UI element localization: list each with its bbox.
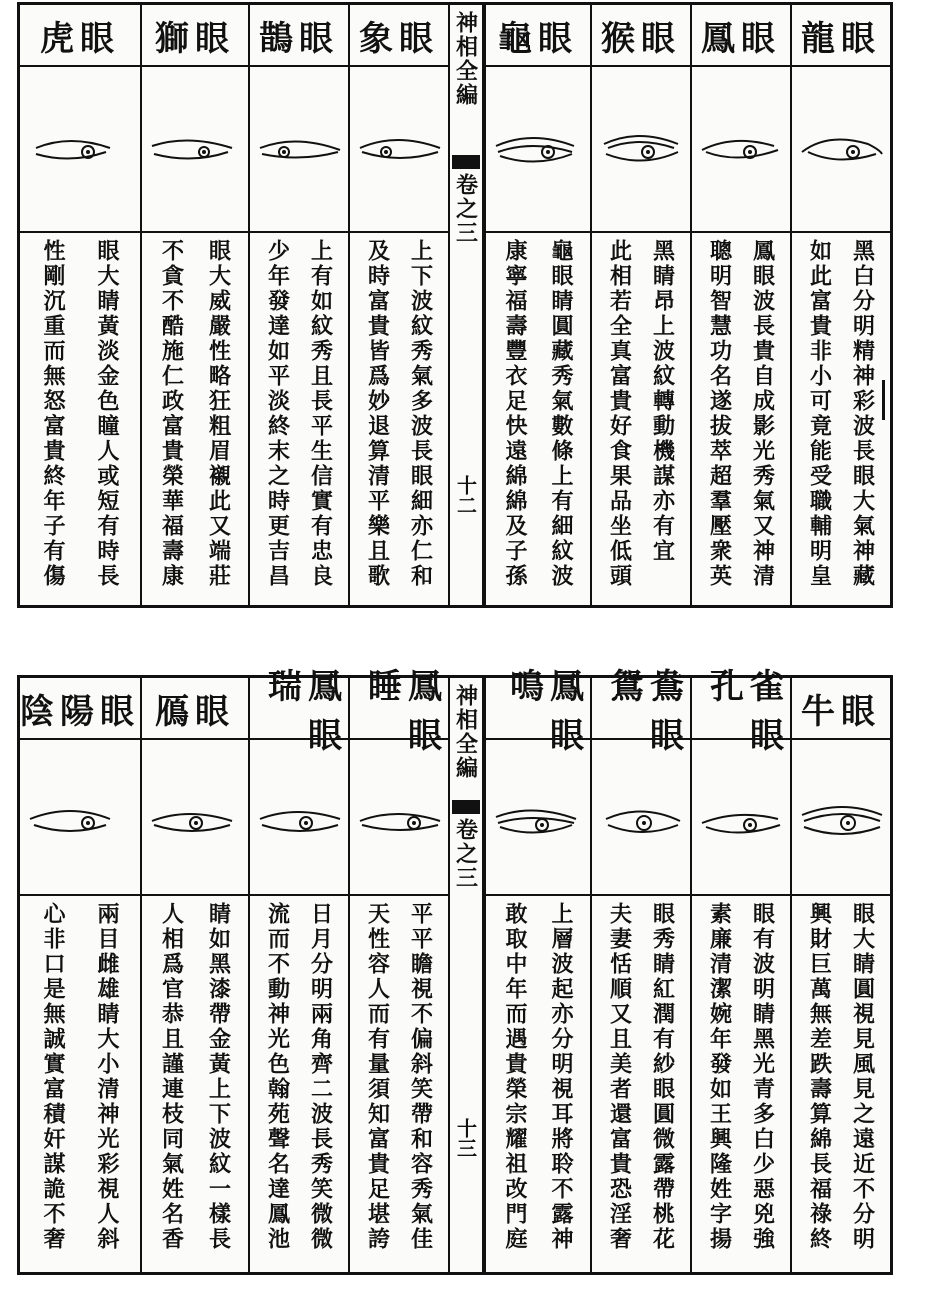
entry-verse	[142, 896, 248, 1272]
eye-drawing-icon	[798, 122, 886, 178]
entry-title: 象眼	[350, 5, 448, 67]
entry-title: 鳴鳳眼	[486, 678, 590, 740]
entry-singing-phoenix-eye	[484, 667, 590, 1272]
eye-drawing-icon	[598, 795, 686, 851]
verse-line: 眼大威嚴性略狂粗眉襯此又端莊	[205, 239, 232, 589]
eye-drawing-icon	[698, 795, 786, 851]
verse-line: 人相爲官恭且謹連枝同氣姓名香	[158, 902, 185, 1252]
entry-yin-yang-eye	[20, 678, 140, 1272]
eye-illustration	[142, 67, 248, 233]
eye-drawing-icon	[598, 122, 686, 178]
entry-title: 牛眼	[792, 678, 890, 740]
verse-line: 心非口是無誠實富積奸謀詭不奢	[40, 902, 66, 1252]
entry-verse	[20, 233, 140, 605]
verse-line: 眼大睛圓視見風見之遠近不分明	[849, 902, 876, 1252]
eye-drawing-icon	[148, 795, 236, 851]
entry-verse	[692, 896, 790, 1272]
entry-lion-eye	[140, 5, 248, 605]
eye-illustration	[592, 67, 690, 233]
entry-title: 鳳眼	[692, 5, 790, 67]
entry-title: 龜眼	[486, 5, 590, 67]
eye-illustration	[592, 740, 690, 896]
verse-line: 龜眼睛圓藏秀氣數條上有細紋波	[548, 239, 574, 589]
eye-illustration	[20, 740, 140, 896]
entry-phoenix-eye	[690, 5, 790, 605]
fish-tail-mark	[452, 800, 480, 814]
verse-line: 眼有波明睛黑光青多白少惡兇強	[749, 902, 776, 1252]
verse-line: 日月分明兩角齊二波長秀笑微微	[307, 902, 334, 1252]
eye-drawing-icon	[256, 795, 344, 851]
verse-line: 眼秀睛紅潤有紗眼圓微露帶桃花	[649, 902, 676, 1252]
entry-sleeping-phoenix-eye	[348, 667, 448, 1272]
eye-drawing-icon	[148, 122, 236, 178]
center-spine	[448, 5, 484, 605]
eye-drawing-icon	[256, 122, 344, 178]
entry-verse	[486, 233, 590, 605]
entry-title: 孔雀眼	[692, 678, 790, 740]
entry-tiger-eye	[20, 5, 140, 605]
eye-drawing-icon	[698, 122, 786, 178]
verse-line: 興財巨萬無差跌壽算綿長福祿終	[806, 902, 833, 1252]
verse-line: 如此富貴非小可竟能受職輔明皇	[806, 239, 833, 589]
eye-illustration	[350, 740, 448, 896]
eye-illustration	[250, 67, 348, 233]
entry-verse	[250, 896, 348, 1272]
eye-drawing-icon	[26, 122, 114, 178]
eye-drawing-icon	[356, 122, 444, 178]
entry-mandarin-duck-eye	[590, 667, 690, 1272]
entry-elephant-eye	[348, 5, 448, 605]
spine-folio: 十二	[453, 475, 478, 515]
verse-line: 平平瞻視不偏斜笑帶和容秀氣佳	[407, 902, 434, 1252]
spine-book-title: 神相全編	[452, 684, 479, 780]
spine-folio: 十三	[453, 1118, 478, 1158]
verse-line: 睛如黑漆帶金黃上下波紋一樣長	[205, 902, 232, 1252]
entry-auspicious-phoenix-eye	[248, 667, 348, 1272]
entry-verse	[20, 896, 140, 1272]
eye-illustration	[20, 67, 140, 233]
top-panel	[17, 2, 893, 608]
verse-line: 流而不動神光色翰苑聲名達鳳池	[264, 902, 291, 1252]
entry-turtle-eye	[484, 5, 590, 605]
eye-drawing-icon	[798, 795, 886, 851]
eye-illustration	[486, 67, 590, 233]
entry-verse	[692, 233, 790, 605]
entry-verse	[250, 233, 348, 605]
entry-wild-goose-eye	[140, 678, 248, 1272]
entry-dragon-eye	[790, 5, 890, 605]
verse-line: 敢取中年而遇貴榮宗耀祖改門庭	[502, 902, 528, 1252]
eye-drawing-icon	[26, 795, 114, 851]
entry-verse	[592, 233, 690, 605]
center-spine	[448, 678, 484, 1272]
eye-illustration	[692, 740, 790, 896]
spine-book-title: 神相全編	[452, 11, 479, 107]
entry-verse	[350, 233, 448, 605]
verse-line: 聰明智慧功名遂拔萃超羣壓衆英	[706, 239, 733, 589]
verse-line: 黑睛昂上波紋轉動機謀亦有宜	[649, 239, 676, 564]
entry-title: 鴈眼	[142, 678, 248, 740]
verse-line: 此相若全真富貴好食果品坐低頭	[606, 239, 633, 589]
spine-volume: 卷之三	[452, 173, 479, 245]
entry-verse	[350, 896, 448, 1272]
verse-line: 上有如紋秀且長平生信實有忠良	[307, 239, 334, 589]
entry-verse	[142, 233, 248, 605]
entry-title: 鵲眼	[250, 5, 348, 67]
verse-line: 康寧福壽豐衣足快遠綿綿及子孫	[502, 239, 528, 589]
entry-title: 陰陽眼	[20, 678, 140, 740]
entry-verse	[486, 896, 590, 1272]
verse-line: 兩目雌雄睛大小清神光彩視人斜	[94, 902, 120, 1252]
entry-peacock-eye	[690, 667, 790, 1272]
entry-title: 睡鳳眼	[350, 678, 448, 740]
verse-line: 夫妻恬順又且美者還富貴恐淫奢	[606, 902, 633, 1252]
verse-line: 鳳眼波長貴自成影光秀氣又神清	[749, 239, 776, 589]
verse-line: 素廉清潔婉年發如王興隆姓字揚	[706, 902, 733, 1252]
entry-title: 獅眼	[142, 5, 248, 67]
eye-drawing-icon	[492, 795, 580, 851]
eye-illustration	[142, 740, 248, 896]
verse-line: 性剛沉重而無怒富貴終年子有傷	[40, 239, 66, 589]
eye-illustration	[692, 67, 790, 233]
verse-line: 上層波起亦分明視耳將聆不露神	[548, 902, 574, 1252]
eye-illustration	[250, 740, 348, 896]
fish-tail-mark	[452, 155, 480, 169]
eye-illustration	[350, 67, 448, 233]
verse-line: 黑白分明精神彩波長眼大氣神藏	[849, 239, 876, 589]
entry-title: 鴛鴦眼	[592, 678, 690, 740]
entry-title: 虎眼	[20, 5, 140, 67]
spine-volume: 卷之三	[452, 818, 479, 890]
entry-magpie-eye	[248, 5, 348, 605]
entry-title: 龍眼	[792, 5, 890, 67]
eye-drawing-icon	[492, 122, 580, 178]
eye-illustration	[792, 740, 890, 896]
verse-line: 天性容人而有量須知富貴足堪誇	[364, 902, 391, 1252]
entry-verse	[792, 896, 890, 1272]
verse-line: 少年發達如平淡終末之時更吉昌	[264, 239, 291, 589]
entry-title: 瑞鳳眼	[250, 678, 348, 740]
entry-title: 猴眼	[592, 5, 690, 67]
verse-line: 眼大睛黃淡金色瞳人或短有時長	[94, 239, 120, 589]
verse-line: 不貪不酷施仁政富貴榮華福壽康	[158, 239, 185, 589]
entry-ox-eye	[790, 678, 890, 1272]
entry-verse	[792, 233, 890, 605]
entry-verse	[592, 896, 690, 1272]
verse-line: 及時富貴皆爲妙退算清平樂且歌	[364, 239, 391, 589]
eye-drawing-icon	[356, 795, 444, 851]
margin-tick-mark	[882, 380, 903, 420]
eye-illustration	[486, 740, 590, 896]
verse-line: 上下波紋秀氣多波長眼細亦仁和	[407, 239, 434, 589]
eye-illustration	[792, 67, 890, 233]
entry-monkey-eye	[590, 5, 690, 605]
bottom-panel	[17, 667, 893, 1275]
